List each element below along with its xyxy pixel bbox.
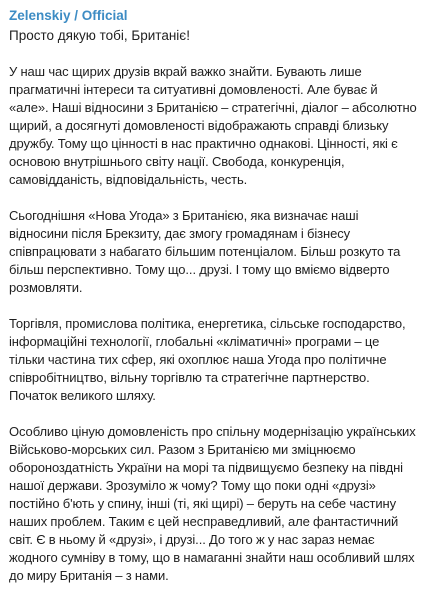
post-greeting: Просто дякую тобі, Британіє! — [9, 28, 190, 43]
channel-name[interactable]: Zelenskiy / Official — [9, 8, 128, 23]
post-paragraph-1: У наш час щирих друзів вкрай важко знайти. Бувають лише прагматичні інтереси та ситуативні домовленості. Але буває й «але». Наші відносини з Британією – стратегічні, діалог – абсолютно щирий, а досягнуті домовленості відображають справді близьку дружбу. Тому що цінності в нас практично однакові. Цінності, які є основою внутрішнього світу нації. Свобода, конкуренція, самовідданість, відповідальність, честь. — [9, 64, 417, 187]
post-paragraph-2: Сьогоднішня «Нова Угода» з Британією, яка визначає наші відносини після Брекзиту, дає змогу громадянам і бізнесу співпрацювати з набагато більшим потенціалом. Більш розкуто та більш перспективно. Тому що... друзі. І тому що вміємо відверто розмовляти. — [9, 208, 401, 295]
post-paragraph-3: Торгівля, промислова політика, енергетика, сільське господарство, інформаційні технології, глобальні «кліматичні» програми – це тільки частина тих сфер, які охоплює наша Угода про політичне співробітництво, вільну торгівлю та стратегічне партнерство. Початок великого шляху. — [9, 316, 406, 403]
post-paragraph-4: Особливо ціную домовленість про спільну модернізацію українських Військово-морських сил. Разом з Британією ми зміцнюємо обороноздатність України на морі та підвищуємо безпеку на півдні нашої держави. Зрозуміло ж чому? Тому що поки одні «друзі» постійно б'ють у спину, інші (ті, які щирі) – беруть на себе частину наших проблем. Таким є цей несправедливий, але фантастичний світ. Є в ньому й «друзі», і друзі... До того ж у нас зараз немає жодного сумніву в тому, що в намаганні знайти наш особливий шлях до миру Британія – з нами. — [9, 424, 416, 583]
